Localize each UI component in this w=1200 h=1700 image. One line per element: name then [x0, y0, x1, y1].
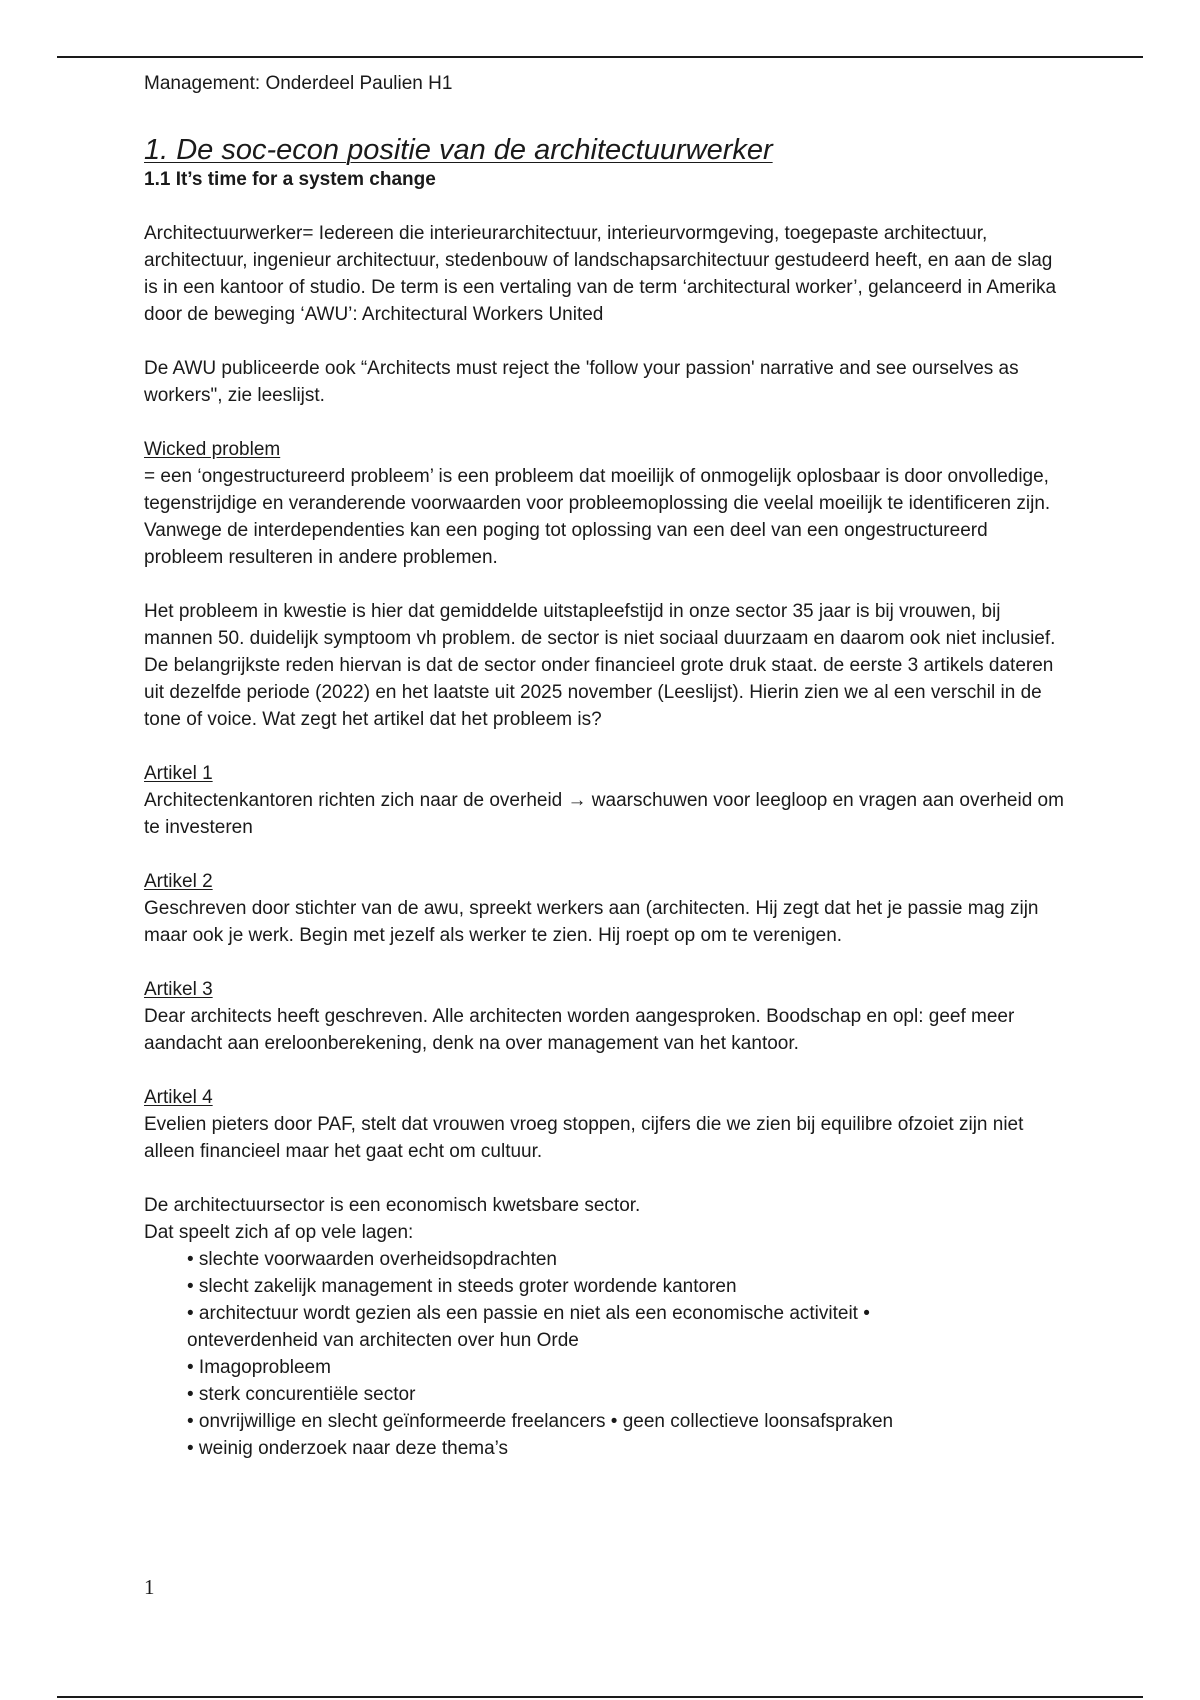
article-text: Evelien pieters door PAF, stelt dat vrouwen vroeg stoppen, cijfers die we zien bij equilibre ofzoiet zijn niet alleen financieel maar het gaat echt om cultuur.	[144, 1114, 1024, 1162]
list-item: • slechte voorwaarden overheidsopdrachten	[187, 1249, 557, 1270]
page-header: Management: Onderdeel Paulien H1	[144, 73, 453, 94]
article-block	[144, 868, 1064, 949]
article-text: Dear architects heeft geschreven. Alle architecten worden aangesproken. Boodschap en opl: geef meer aandacht aan ereloonberekening, denk na over management van het kantoor.	[144, 1006, 1015, 1054]
header-rule	[57, 56, 1143, 58]
footer-rule	[57, 1696, 1143, 1698]
article-heading: Artikel 1	[144, 763, 213, 784]
article-block	[144, 976, 1064, 1057]
definition-paragraph: Architectuurwerker= Iedereen die interieurarchitectuur, interieurvormgeving, toegepaste architectuur, architectuur, ingenieur architectuur, stedenbouw of landschapsarchitectuur gestudeerd heeft, en aan de slag is in een kantoor of studio. De term is een vertaling van de term ‘architectural worker’, gelanceerd in Amerika door de beweging ‘AWU’: Architectural Workers United	[144, 223, 1057, 325]
wicked-problem-text: = een ‘ongestructureerd probleem’ is een probleem dat moeilijk of onmogelijk oplosbaar is door onvolledige, tegenstrijdige en veranderende voorwaarden voor probleemoplossing die veelal moeilijk te identificeren zijn. Vanwege de interdependenties kan een poging tot oplossing van een deel van een ongestructureerd probleem resulteren in andere problemen.	[144, 466, 1051, 568]
list-item: • sterk concurentiële sector	[187, 1384, 416, 1405]
list-item: • architectuur wordt gezien als een passie en niet als een economische activiteit •	[187, 1303, 870, 1324]
section-heading: 1.1 It’s time for a system change	[144, 169, 436, 190]
list-item: • Imagoprobleem	[187, 1357, 331, 1378]
article-heading: Artikel 2	[144, 871, 213, 892]
awu-quote-paragraph: De AWU publiceerde ook “Architects must reject the 'follow your passion' narrative and see ourselves as workers", zie leeslijst.	[144, 358, 1019, 406]
document-page	[144, 70, 1064, 1489]
list-item: • slecht zakelijk management in steeds groter wordende kantoren	[187, 1276, 737, 1297]
article-text: Architectenkantoren richten zich naar de overheid → waarschuwen voor leegloop en vragen aan overheid om te investeren	[144, 790, 1064, 838]
list-item: onteverdenheid van architecten over hun Orde	[187, 1330, 579, 1351]
bullet-list	[144, 1246, 1064, 1462]
article-block	[144, 1084, 1064, 1165]
list-item: • onvrijwillige en slecht geïnformeerde freelancers • geen collectieve loonsafspraken	[187, 1411, 894, 1432]
page-number: 1	[144, 1575, 155, 1599]
page-title: 1. De soc-econ positie van de architectuurwerker	[144, 134, 773, 166]
closing-line: De architectuursector is een economisch kwetsbare sector.	[144, 1195, 641, 1216]
wicked-problem-block	[144, 436, 1064, 571]
closing-block	[144, 1192, 1064, 1462]
article-block	[144, 760, 1064, 841]
article-heading: Artikel 4	[144, 1087, 213, 1108]
article-text: Geschreven door stichter van de awu, spreekt werkers aan (architecten. Hij zegt dat het je passie mag zijn maar ook je werk. Begin met jezelf als werker te zien. Hij roept op om te verenigen.	[144, 898, 1039, 946]
list-item: • weinig onderzoek naar deze thema’s	[187, 1438, 509, 1459]
wicked-problem-heading: Wicked problem	[144, 439, 281, 460]
closing-line: Dat speelt zich af op vele lagen:	[144, 1222, 414, 1243]
problem-paragraph: Het probleem in kwestie is hier dat gemiddelde uitstapleefstijd in onze sector 35 jaar is bij vrouwen, bij mannen 50. duidelijk symptoom vh problem. de sector is niet sociaal duurzaam en daarom ook niet inclusief. De belangrijkste reden hiervan is dat de sector onder financieel grote druk staat. de eerste 3 artikels dateren uit dezelfde periode (2022) en het laatste uit 2025 november (Leeslijst). Hierin zien we al een verschil in de tone of voice. Wat zegt het artikel dat het probleem is?	[144, 601, 1056, 730]
article-heading: Artikel 3	[144, 979, 213, 1000]
